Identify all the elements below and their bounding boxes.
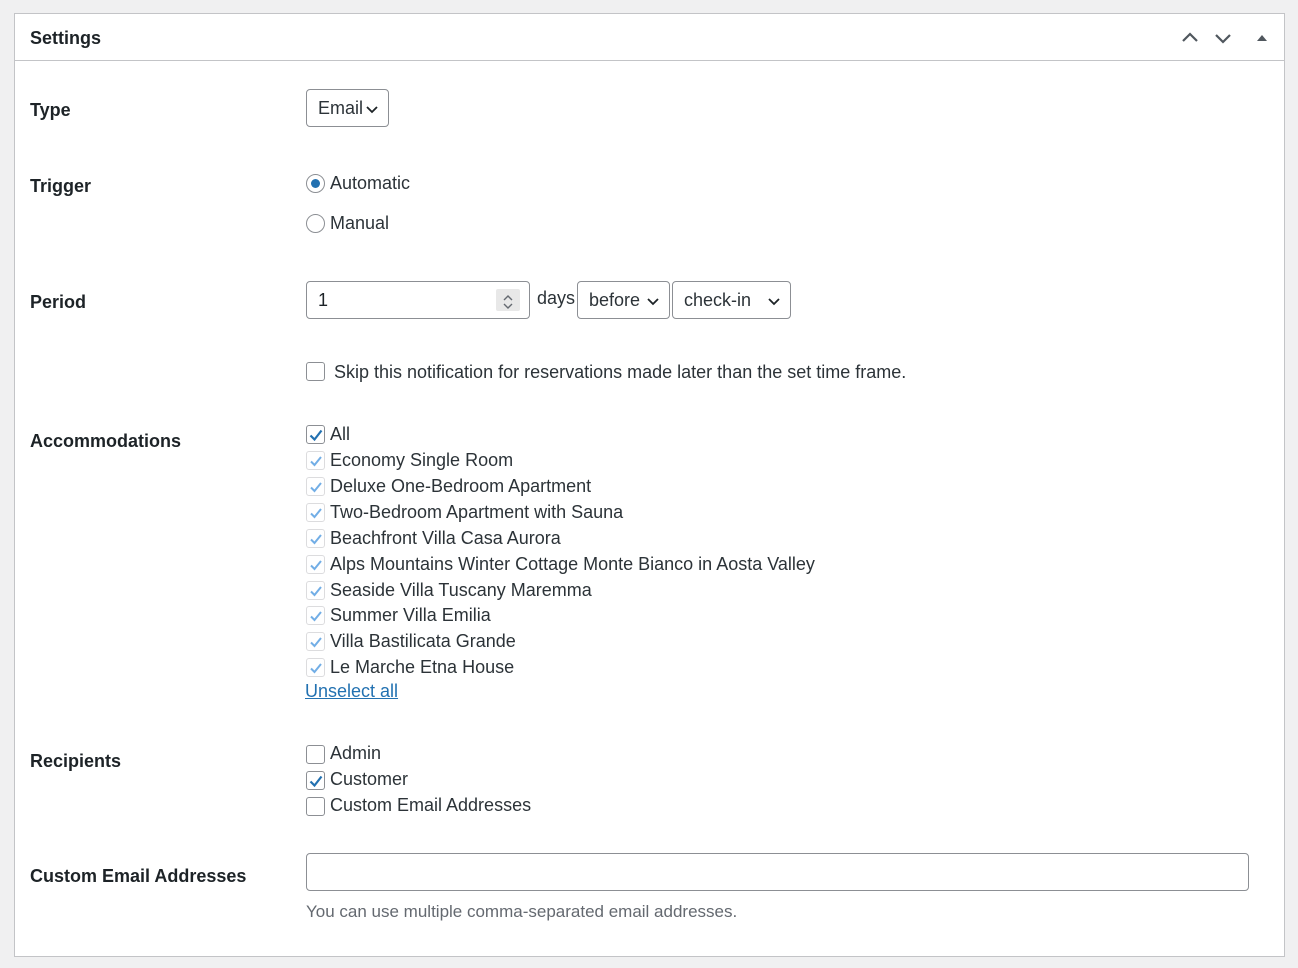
accommodation-item-label: Villa Bastilicata Grande	[330, 631, 516, 651]
accommodation-item-checkbox[interactable]	[306, 606, 325, 625]
accommodation-item-checkbox[interactable]	[306, 555, 325, 574]
checkmark-icon	[307, 452, 325, 470]
checkmark-icon	[307, 556, 325, 574]
trigger-manual-radio[interactable]	[306, 214, 325, 233]
accommodation-item-checkbox[interactable]	[306, 658, 325, 677]
checkmark-icon	[307, 659, 325, 677]
accommodation-item-checkbox[interactable]	[306, 477, 325, 496]
unselect-all-link[interactable]: Unselect all	[305, 681, 399, 701]
period-direction-value: before	[589, 290, 641, 310]
settings-panel	[14, 13, 1285, 957]
recipient-admin-label: Admin	[330, 743, 382, 763]
accommodation-item-checkbox[interactable]	[306, 632, 325, 651]
accommodation-item-label: Deluxe One-Bedroom Apartment	[330, 476, 592, 496]
checkmark-icon	[307, 582, 325, 600]
period-direction-select[interactable]	[577, 281, 670, 319]
chevron-down-icon	[365, 102, 379, 116]
accommodation-item-label: Beachfront Villa Casa Aurora	[330, 528, 561, 548]
accommodation-item-checkbox[interactable]	[306, 581, 325, 600]
custom-emails-label: Custom Email Addresses	[30, 866, 247, 886]
accommodation-item-label: Two-Bedroom Apartment with Sauna	[330, 502, 624, 522]
custom-emails-hint: You can use multiple comma-separated email addresses.	[306, 902, 738, 921]
accommodation-item-label: Le Marche Etna House	[330, 657, 515, 677]
trigger-automatic-label: Automatic	[330, 173, 411, 193]
move-down-icon[interactable]	[1212, 27, 1234, 49]
accommodation-item-checkbox[interactable]	[306, 503, 325, 522]
accommodation-item-label: Summer Villa Emilia	[330, 605, 491, 625]
recipient-customer-checkbox[interactable]	[306, 771, 325, 790]
recipients-label: Recipients	[30, 751, 122, 771]
checkmark-icon	[307, 478, 325, 496]
spinner-arrows-icon	[496, 291, 520, 313]
checkmark-icon	[307, 607, 325, 625]
trigger-manual-label: Manual	[330, 213, 390, 233]
checkmark-icon	[307, 504, 325, 522]
checkmark-icon	[307, 530, 325, 548]
period-event-select[interactable]	[672, 281, 791, 319]
accommodation-all-label: All	[330, 424, 351, 444]
chevron-down-icon	[767, 294, 781, 308]
accommodation-item-label: Seaside Villa Tuscany Maremma	[330, 580, 592, 600]
accommodation-item-label: Alps Mountains Winter Cottage Monte Bianco in Aosta Valley	[330, 554, 815, 574]
recipient-custom-email-checkbox[interactable]	[306, 797, 325, 816]
accommodations-label: Accommodations	[30, 431, 182, 451]
recipient-custom-email-label: Custom Email Addresses	[330, 795, 532, 815]
type-label: Type	[30, 100, 71, 120]
panel-title: Settings	[30, 28, 102, 48]
trigger-label: Trigger	[30, 176, 92, 196]
type-select[interactable]	[306, 89, 389, 127]
custom-emails-input[interactable]	[306, 853, 1249, 891]
skip-notification-checkbox[interactable]	[306, 362, 325, 381]
checkmark-icon	[307, 426, 325, 444]
collapse-toggle-icon[interactable]	[1251, 27, 1273, 49]
type-select-value: Email	[318, 98, 364, 118]
accommodation-all-checkbox[interactable]	[306, 425, 325, 444]
trigger-automatic-radio[interactable]	[306, 174, 325, 193]
accommodation-item-label: Economy Single Room	[330, 450, 514, 470]
period-event-value: check-in	[684, 290, 752, 310]
panel-header	[15, 14, 1284, 61]
number-spinner[interactable]	[496, 289, 520, 311]
recipient-admin-checkbox[interactable]	[306, 745, 325, 764]
period-number-value: 1	[318, 290, 329, 310]
accommodation-item-checkbox[interactable]	[306, 451, 325, 470]
recipient-customer-label: Customer	[330, 769, 409, 789]
period-label: Period	[30, 292, 87, 312]
checkmark-icon	[307, 633, 325, 651]
period-number-input[interactable]	[306, 281, 530, 319]
period-unit-label: days	[537, 288, 576, 308]
accommodation-item-checkbox[interactable]	[306, 529, 325, 548]
move-up-icon[interactable]	[1179, 27, 1201, 49]
skip-notification-label: Skip this notification for reservations made later than the set time frame.	[334, 362, 907, 382]
chevron-down-icon	[646, 294, 660, 308]
checkmark-icon	[307, 772, 325, 790]
